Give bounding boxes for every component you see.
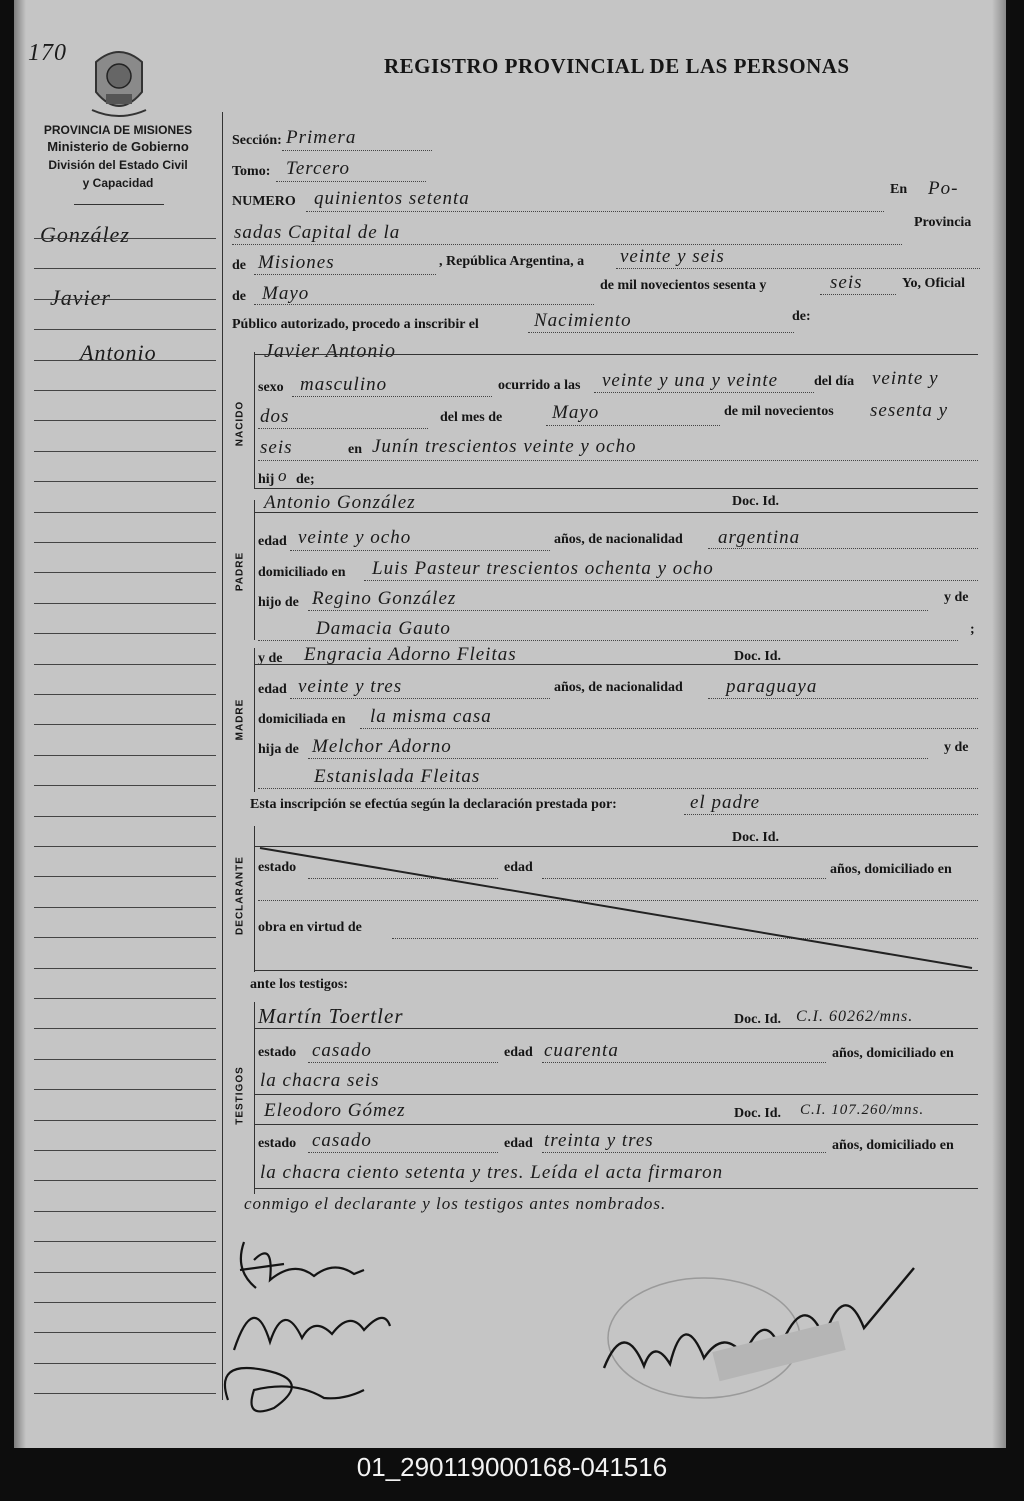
seccion-dotline: [282, 150, 432, 151]
padre-edad-label: edad: [258, 534, 287, 549]
testigo-1-doc: C.I. 60262/mns.: [796, 1008, 914, 1025]
padre-domicilio-dotline: [364, 580, 978, 581]
margin-rule: [34, 481, 216, 482]
ministry-heading: Ministerio de Gobierno: [47, 139, 189, 154]
declarante-cancel-stroke: [254, 846, 978, 970]
madre-nacionalidad-label: años, de nacionalidad: [554, 680, 683, 695]
testigo-2-doc-label: Doc. Id.: [734, 1106, 782, 1121]
testigo-2-edad-dotline: [542, 1152, 826, 1153]
margin-rule: [34, 755, 216, 756]
testigo-2-nombre: Eleodoro Gómez: [264, 1100, 406, 1121]
padre-edad-dotline: [290, 550, 550, 551]
madre-edad-label: edad: [258, 682, 287, 697]
margin-rule: [34, 633, 216, 634]
hij-de-label: de;: [296, 472, 315, 487]
testigo-1-edad: cuarenta: [544, 1040, 619, 1061]
del-dia-label: del día: [814, 374, 855, 389]
declarante-edad-label: edad: [504, 860, 533, 875]
testigo-2-end-line: [254, 1188, 978, 1189]
hij-suffix: o: [278, 466, 288, 485]
margin-rule: [34, 572, 216, 573]
acto-dotline: [528, 332, 794, 333]
dia-2-value: dos: [260, 406, 290, 427]
testigos-side-label: TESTIGOS: [234, 1066, 246, 1125]
testigos-bracket: [254, 1002, 255, 1194]
margin-rule: [34, 664, 216, 665]
margin-rule: [34, 785, 216, 786]
padre-nacionalidad-label: años, de nacionalidad: [554, 532, 683, 547]
madre-nacionalidad-value: paraguaya: [726, 676, 818, 697]
signatures-left: [214, 1230, 394, 1420]
padre-edad-value: veinte y ocho: [298, 527, 412, 548]
testigo-1-domicilio: la chacra seis: [260, 1070, 380, 1091]
sexo-dotline: [292, 396, 492, 397]
hora-value: veinte y una y veinte: [602, 370, 779, 391]
en-lugar-label: en: [348, 442, 362, 457]
en-label: En: [890, 182, 908, 197]
testigo-1-estado-dotline: [308, 1062, 498, 1063]
padre-y-de: y de: [944, 590, 969, 605]
margin-rule: [34, 1393, 216, 1394]
margin-rule: [34, 846, 216, 847]
header-rule: [74, 204, 164, 205]
sexo-label: sexo: [258, 380, 284, 395]
padre-bracket: [254, 500, 255, 640]
lugar-value: Junín trescientos veinte y ocho: [372, 436, 637, 457]
de-colon-label: de:: [792, 309, 811, 324]
seccion-value: Primera: [286, 127, 357, 148]
ocurrido-label: ocurrido a las: [498, 378, 581, 393]
margin-rule: [34, 1363, 216, 1364]
margin-rule: [34, 390, 216, 391]
tomo-dotline: [276, 181, 426, 182]
margin-divider: [222, 112, 223, 1400]
republica-label: , República Argentina, a: [439, 254, 585, 269]
padre-hijo-dotline: [308, 610, 928, 611]
provincia-label: Provincia: [914, 215, 972, 230]
testigo-1-doc-label: Doc. Id.: [734, 1012, 782, 1027]
tomo-label: Tomo:: [232, 164, 271, 179]
numero-label: NUMERO: [232, 194, 296, 209]
hora-dotline: [594, 392, 814, 393]
numero-value: quinientos setenta: [314, 188, 470, 209]
testigo-1-nombre-line: [254, 1028, 978, 1029]
padre-nacionalidad-value: argentina: [718, 527, 801, 548]
lugar-dotline: [258, 460, 978, 461]
madre-edad-value: veinte y tres: [298, 676, 403, 697]
padre-doc-label: Doc. Id.: [732, 494, 780, 509]
margin-rule: [34, 937, 216, 938]
page-edge-shadow-right: [992, 0, 1006, 1448]
margin-rule: [34, 268, 216, 269]
margin-rule: [34, 420, 216, 421]
document-title: REGISTRO PROVINCIAL DE LAS PERSONAS: [384, 54, 850, 78]
testigo-1-estado-label: estado: [258, 1045, 297, 1060]
testigo-1-edad-label: edad: [504, 1045, 533, 1060]
margin-name-2: Antonio: [80, 340, 157, 365]
padre-nacionalidad-dotline: [708, 548, 978, 549]
madre-madre-de: Estanislada Fleitas: [314, 766, 481, 787]
margin-rule: [34, 603, 216, 604]
declarante-end-line: [254, 970, 978, 971]
madre-madre-dotline: [258, 788, 978, 789]
declarante-estado-label: estado: [258, 860, 297, 875]
margin-rule: [34, 360, 216, 361]
madre-domicilio-dotline: [360, 728, 978, 729]
testigos-intro: ante los testigos:: [250, 977, 348, 992]
madre-domicilio-value: la misma casa: [370, 706, 492, 727]
madre-y-de-label: y de: [258, 651, 283, 666]
margin-rule: [34, 876, 216, 877]
archive-image-id: 01_290119000168-041516: [356, 1452, 668, 1482]
declarado-por-value: el padre: [690, 792, 761, 813]
madre-y-de: y de: [944, 740, 969, 755]
del-mes-label: del mes de: [440, 410, 503, 425]
margin-rule: [34, 1302, 216, 1303]
en-value: Po-: [928, 178, 959, 199]
document-page: [14, 0, 1006, 1448]
place-continuation: sadas Capital de la: [234, 222, 401, 243]
de-label: de: [232, 258, 246, 273]
sexo-value: masculino: [300, 374, 388, 395]
testigo-2-domicilio: la chacra ciento setenta y tres. Leída el acta firmaron: [260, 1162, 724, 1183]
handwritten-page-number: 170: [28, 40, 67, 66]
mes-value: Mayo: [262, 283, 310, 304]
anio-value: seis: [830, 272, 863, 293]
declaracion-dotline: [684, 814, 978, 815]
cierre-text: conmigo el declarante y los testigos antes nombrados.: [244, 1194, 667, 1213]
nacido-side-label: NACIDO: [234, 400, 246, 447]
padre-domicilio-label: domiciliado en: [258, 565, 346, 580]
seccion-label: Sección:: [232, 133, 282, 148]
de-label-2: de: [232, 289, 246, 304]
nacido-anio-1: sesenta y: [870, 400, 949, 421]
padre-hijo-label: hijo de: [258, 595, 299, 610]
testigo-2-estado-label: estado: [258, 1136, 297, 1151]
nacido-anio-2: seis: [260, 437, 293, 458]
margin-rule: [34, 238, 216, 239]
margin-rule: [34, 1059, 216, 1060]
padre-semicolon: ;: [970, 622, 975, 637]
testigo-2-dom-label: años, domiciliado en: [832, 1138, 954, 1153]
margin-rule: [34, 998, 216, 999]
testigo-2-estado: casado: [312, 1130, 372, 1151]
margin-rule: [34, 1120, 216, 1121]
madre-doc-label: Doc. Id.: [734, 649, 782, 664]
mil-label: de mil novecientos sesenta y: [600, 278, 767, 293]
madre-hija-label: hija de: [258, 742, 299, 757]
testigo-1-dom-label: años, domiciliado en: [832, 1046, 954, 1061]
page-edge-shadow: [14, 0, 26, 1448]
dia-1-value: veinte y: [872, 368, 939, 389]
testigo-2-edad-label: edad: [504, 1136, 533, 1151]
oficial-label: Yo, Oficial: [902, 276, 965, 291]
testigo-2-edad: treinta y tres: [544, 1130, 654, 1151]
margin-rule: [34, 1180, 216, 1181]
declarante-side-label: DECLARANTE: [234, 856, 246, 935]
madre-edad-dotline: [290, 698, 550, 699]
provincia-dotline: [254, 274, 436, 275]
division-heading-2: y Capacidad: [82, 176, 154, 190]
nacido-bracket: [254, 352, 255, 488]
madre-domicilio-label: domiciliada en: [258, 712, 346, 727]
tomo-value: Tercero: [286, 158, 350, 179]
declarante-domicilio-label: años, domiciliado en: [830, 862, 952, 877]
madre-hija-dotline: [308, 758, 928, 759]
nacido-nombre: Javier Antonio: [264, 340, 396, 362]
declaracion-intro: Esta inscripción se efectúa según la declaración prestada por:: [250, 797, 617, 812]
margin-rule: [34, 299, 216, 300]
nacido-mil-label: de mil novecientos: [724, 404, 834, 419]
margin-rule: [34, 1332, 216, 1333]
madre-nombre-line: [254, 664, 978, 665]
numero-dotline: [306, 211, 884, 212]
anio-dotline: [820, 294, 896, 295]
provincia-name: Misiones: [258, 252, 335, 273]
padre-nombre-line: [254, 512, 978, 513]
margin-rule: [34, 512, 216, 513]
declarante-obra-label: obra en virtud de: [258, 920, 362, 935]
nacido-mes-value: Mayo: [552, 402, 600, 423]
madre-bracket: [254, 648, 255, 792]
dia-dotline: [616, 268, 980, 269]
hij-label: hij: [258, 472, 275, 487]
publico-label: Público autorizado, procedo a inscribir el: [232, 317, 479, 332]
testigo-1-end-line: [254, 1094, 978, 1095]
margin-name-1: Javier: [50, 285, 111, 310]
place-dotline: [232, 244, 902, 245]
margin-surname: González: [40, 222, 130, 247]
testigo-2-nombre-line: [254, 1124, 978, 1125]
dia-dotline: [258, 428, 428, 429]
margin-rule: [34, 1272, 216, 1273]
madre-side-label: MADRE: [234, 698, 246, 741]
official-signature-and-stamp: [584, 1248, 924, 1418]
province-heading: PROVINCIA DE MISIONES: [43, 123, 193, 137]
margin-rule: [34, 1211, 216, 1212]
padre-madre-dotline: [258, 640, 958, 641]
margin-rule: [34, 1150, 216, 1151]
margin-rule: [34, 1241, 216, 1242]
testigo-1-nombre: Martín Toertler: [258, 1004, 404, 1028]
margin-rule: [34, 329, 216, 330]
padre-nombre: Antonio González: [264, 492, 416, 513]
mes-dotline: [254, 304, 594, 305]
padre-padre-de: Regino González: [312, 588, 457, 609]
dia-value: veinte y seis: [620, 246, 725, 267]
margin-rule: [34, 816, 216, 817]
testigo-1-edad-dotline: [542, 1062, 826, 1063]
testigo-2-doc: C.I. 107.260/mns.: [800, 1102, 925, 1118]
declarante-doc-label: Doc. Id.: [732, 830, 780, 845]
nacido-mes-dotline: [546, 425, 720, 426]
acto-value: Nacimiento: [534, 310, 632, 331]
padre-domicilio-value: Luis Pasteur trescientos ochenta y ocho: [372, 558, 714, 579]
margin-rule: [34, 1028, 216, 1029]
madre-nacionalidad-dotline: [708, 698, 978, 699]
padre-madre-de: Damacia Gauto: [316, 618, 451, 639]
madre-padre-de: Melchor Adorno: [312, 736, 452, 757]
coat-of-arms-seal: [86, 42, 152, 122]
margin-rule: [34, 542, 216, 543]
testigo-1-estado: casado: [312, 1040, 372, 1061]
padre-side-label: PADRE: [234, 551, 246, 592]
margin-rule: [34, 451, 216, 452]
nacido-end-line: [254, 488, 978, 489]
testigo-2-estado-dotline: [308, 1152, 498, 1153]
margin-rule: [34, 694, 216, 695]
margin-rule: [34, 1089, 216, 1090]
margin-rule: [34, 907, 216, 908]
nacido-nombre-line: [254, 354, 978, 355]
margin-rule: [34, 724, 216, 725]
madre-nombre: Engracia Adorno Fleitas: [304, 644, 517, 665]
division-heading: División del Estado Civil: [48, 158, 188, 172]
margin-rule: [34, 968, 216, 969]
